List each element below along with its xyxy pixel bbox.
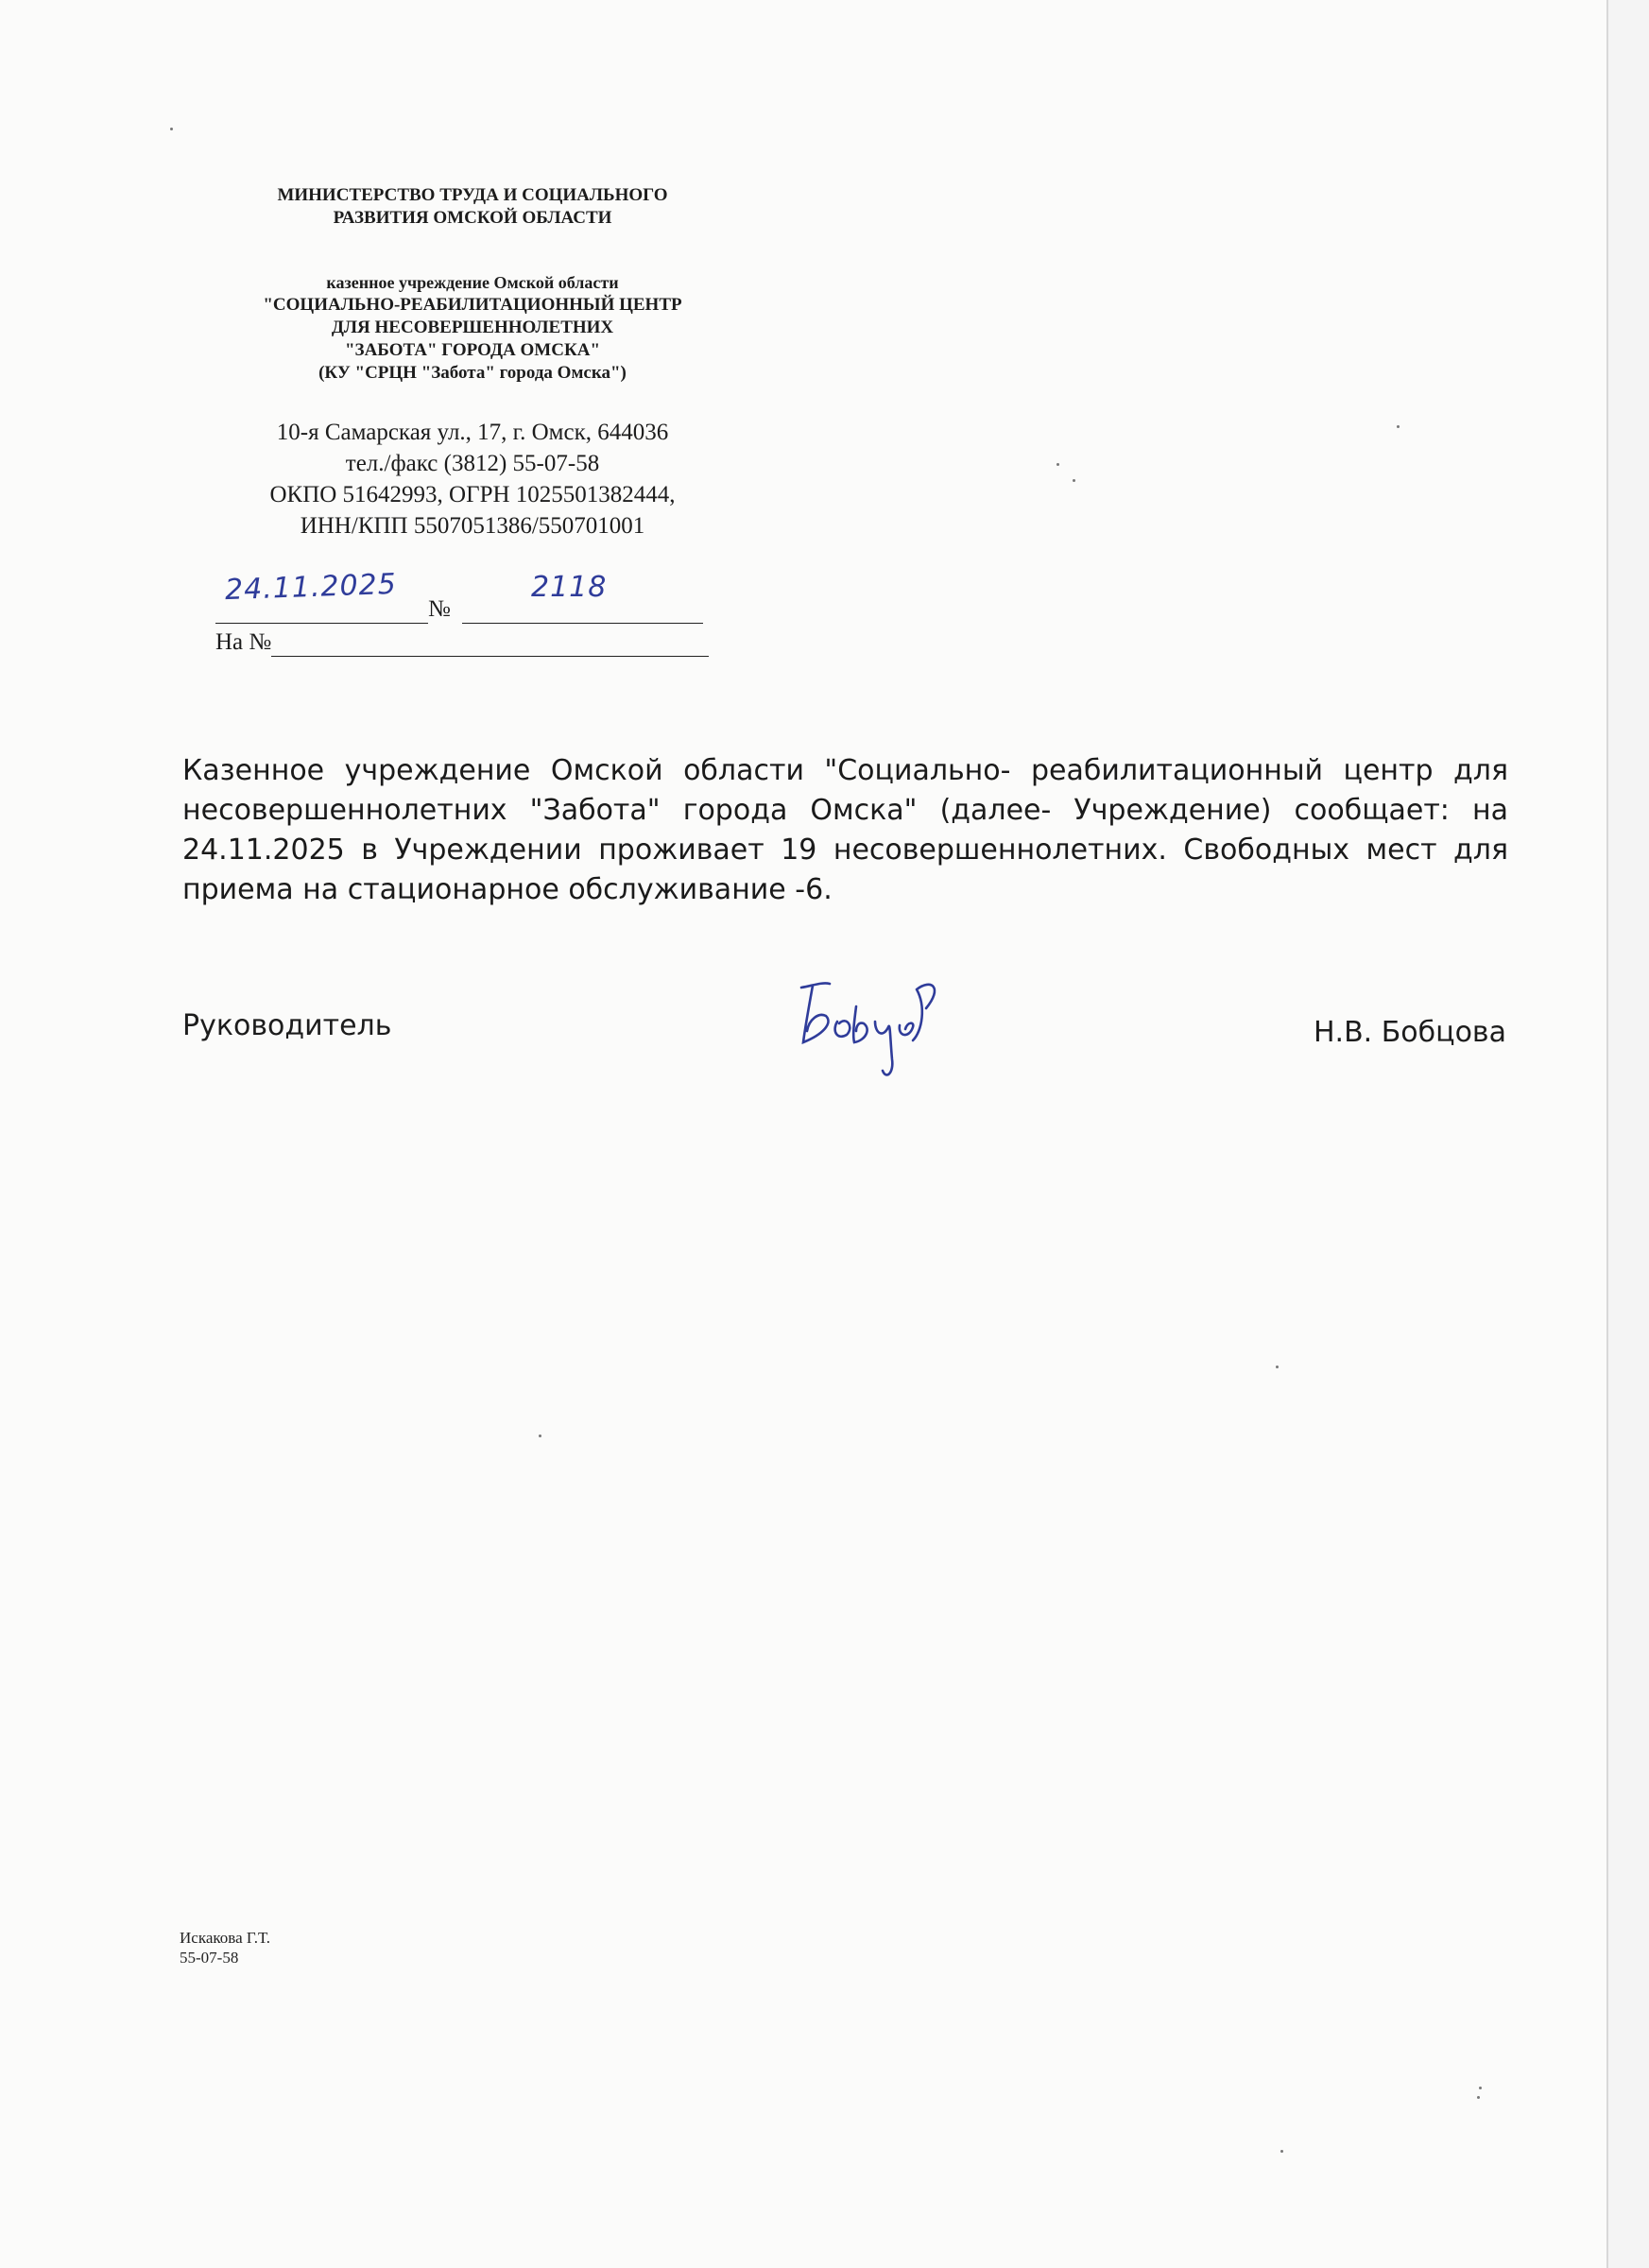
handwritten-signature bbox=[784, 969, 973, 1091]
scan-speck bbox=[539, 1435, 541, 1437]
scan-speck bbox=[1280, 2150, 1283, 2153]
scan-speck bbox=[1276, 1366, 1279, 1368]
scan-speck bbox=[1056, 463, 1059, 466]
scan-speck bbox=[1397, 425, 1400, 428]
codes-line-1: ОКПО 51642993, ОГРН 1025501382444, bbox=[269, 482, 676, 507]
signature-scribble bbox=[784, 969, 973, 1091]
signature-title: Руководитель bbox=[182, 1009, 392, 1042]
scan-speck bbox=[170, 128, 173, 130]
scan-speck bbox=[1479, 2087, 1482, 2089]
body-paragraph: Казенное учреждение Омской области "Социально- реабилитационный центр для несовершеннолетних "Забота" города Омска" (далее- Учреждение) сообщает: на 24.11.2025 в Учреждении проживает 19 несовершеннолетних. Свободных мест для приема на стационарное обслуживание -6. bbox=[182, 754, 1508, 906]
address: 10-я Самарская ул., 17, г. Омск, 644036 bbox=[276, 420, 669, 445]
contact-block bbox=[170, 417, 775, 541]
reply-underline bbox=[271, 631, 709, 657]
codes-line-2: ИНН/КПП 5507051386/550701001 bbox=[300, 513, 645, 539]
org-line-1: казенное учреждение Омской области bbox=[326, 273, 619, 292]
org-line-3: ДЛЯ НЕСОВЕРШЕННОЛЕТНИХ bbox=[331, 318, 614, 337]
reply-line bbox=[215, 628, 709, 657]
org-line-4: "ЗАБОТА" ГОРОДА ОМСКА" bbox=[345, 340, 600, 360]
scan-speck bbox=[1073, 479, 1075, 482]
phone: тел./факс (3812) 55-07-58 bbox=[345, 451, 600, 476]
executor-name: Искакова Г.Т. bbox=[180, 1929, 270, 1947]
signatory-name: Н.В. Бобцова bbox=[1313, 1016, 1506, 1049]
executor-phone: 55-07-58 bbox=[180, 1949, 239, 1967]
letterhead bbox=[170, 184, 775, 541]
number-sign: № bbox=[428, 596, 451, 622]
executor-note bbox=[180, 1928, 270, 1967]
handwritten-number: 2118 bbox=[531, 571, 608, 604]
ministry-line-1: МИНИСТЕРСТВО ТРУДА И СОЦИАЛЬНОГО bbox=[277, 185, 668, 205]
ministry-line-2: РАЗВИТИЯ ОМСКОЙ ОБЛАСТИ bbox=[333, 208, 612, 228]
scan-speck bbox=[1477, 2096, 1480, 2099]
org-line-2: "СОЦИАЛЬНО-РЕАБИЛИТАЦИОННЫЙ ЦЕНТР bbox=[263, 295, 682, 315]
handwritten-date: 24.11.2025 bbox=[224, 567, 398, 608]
reply-label: На № bbox=[215, 629, 272, 655]
org-line-5: (КУ "СРЦН "Забота" города Омска") bbox=[318, 363, 627, 383]
